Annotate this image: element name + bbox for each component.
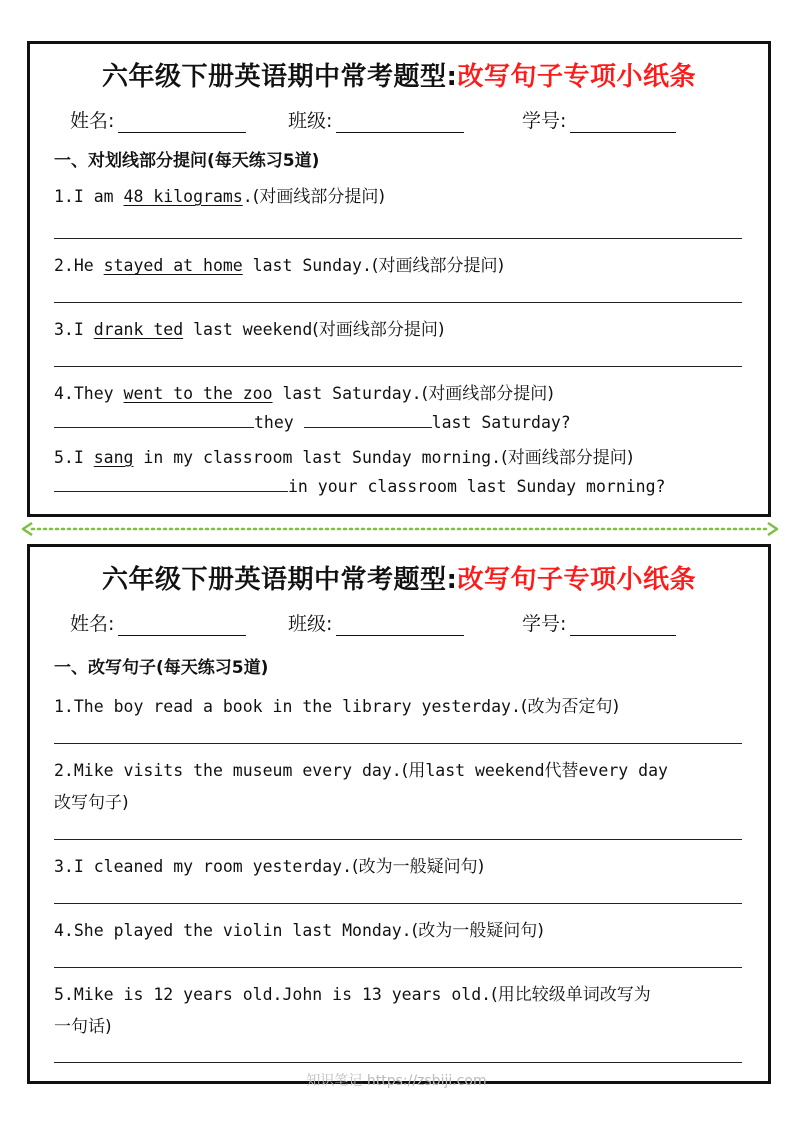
answer-line-5[interactable]	[54, 1062, 742, 1063]
title-red: 改写句子专项小纸条	[457, 62, 696, 92]
class-line[interactable]	[336, 114, 464, 133]
title-black: 六年级下册英语期中常考题型:	[102, 62, 458, 92]
answer-line-1[interactable]	[54, 743, 742, 744]
answer-line-4[interactable]	[54, 967, 742, 968]
answer-line-1[interactable]	[54, 238, 742, 239]
class-line[interactable]	[336, 617, 464, 636]
class-field[interactable]	[288, 106, 464, 133]
question-4: 4.They went to the zoo last Saturday.(对画线部分提问)	[54, 384, 554, 404]
student-info	[70, 106, 768, 132]
blank-5[interactable]	[54, 475, 288, 492]
fill-line-5: in your classroom last Sunday morning?	[54, 475, 748, 496]
dotted-separator	[20, 522, 780, 536]
worksheet-card-2	[27, 544, 771, 1084]
blank-4a[interactable]	[54, 411, 254, 428]
id-line[interactable]	[570, 114, 676, 133]
title-red: 改写句子专项小纸条	[457, 565, 696, 595]
question-2: 2.He stayed at home last Sunday.(对画线部分提问)	[54, 256, 505, 276]
question-2: 2.Mike visits the museum every day.(用last weekend代替every day	[54, 761, 668, 781]
class-label: 班级:	[288, 110, 333, 132]
answer-line-3[interactable]	[54, 903, 742, 904]
class-field[interactable]	[288, 609, 464, 636]
id-label: 学号:	[522, 613, 567, 635]
section-heading: 一、对划线部分提问(每天练习5道)	[54, 151, 320, 171]
answer-line-2[interactable]	[54, 302, 742, 303]
name-line[interactable]	[118, 617, 246, 636]
question-3: 3.I cleaned my room yesterday.(改为一般疑问句)	[54, 857, 485, 877]
id-field[interactable]	[522, 106, 676, 133]
name-label: 姓名:	[70, 110, 115, 132]
name-field[interactable]	[70, 609, 246, 636]
section-heading: 一、改写句子(每天练习5道)	[54, 658, 269, 678]
question-1: 1.The boy read a book in the library yesterday.(改为否定句)	[54, 697, 620, 717]
class-label: 班级:	[288, 613, 333, 635]
student-info	[70, 609, 768, 635]
name-label: 姓名:	[70, 613, 115, 635]
card-title	[30, 559, 768, 596]
name-line[interactable]	[118, 114, 246, 133]
id-line[interactable]	[570, 617, 676, 636]
question-5: 5.Mike is 12 years old.John is 13 years old.(用比较级单词改写为	[54, 985, 651, 1005]
worksheet-card-1	[27, 41, 771, 517]
question-4: 4.She played the violin last Monday.(改为一般疑问句)	[54, 921, 544, 941]
answer-line-3[interactable]	[54, 366, 742, 367]
question-3: 3.I drank ted last weekend(对画线部分提问)	[54, 320, 445, 340]
question-5-cont: 一句话)	[54, 1017, 112, 1037]
id-field[interactable]	[522, 609, 676, 636]
answer-line-2[interactable]	[54, 839, 742, 840]
id-label: 学号:	[522, 110, 567, 132]
watermark: 知识笔记 https://zsbiji.com	[306, 1073, 487, 1089]
question-1: 1.I am 48 kilograms.(对画线部分提问)	[54, 187, 385, 207]
blank-4b[interactable]	[304, 411, 432, 428]
title-black: 六年级下册英语期中常考题型:	[102, 565, 458, 595]
card-title	[30, 56, 768, 93]
fill-line-4: they last Saturday?	[54, 411, 748, 432]
question-5: 5.I sang in my classroom last Sunday morning.(对画线部分提问)	[54, 448, 634, 468]
question-2-cont: 改写句子)	[54, 793, 129, 813]
name-field[interactable]	[70, 106, 246, 133]
